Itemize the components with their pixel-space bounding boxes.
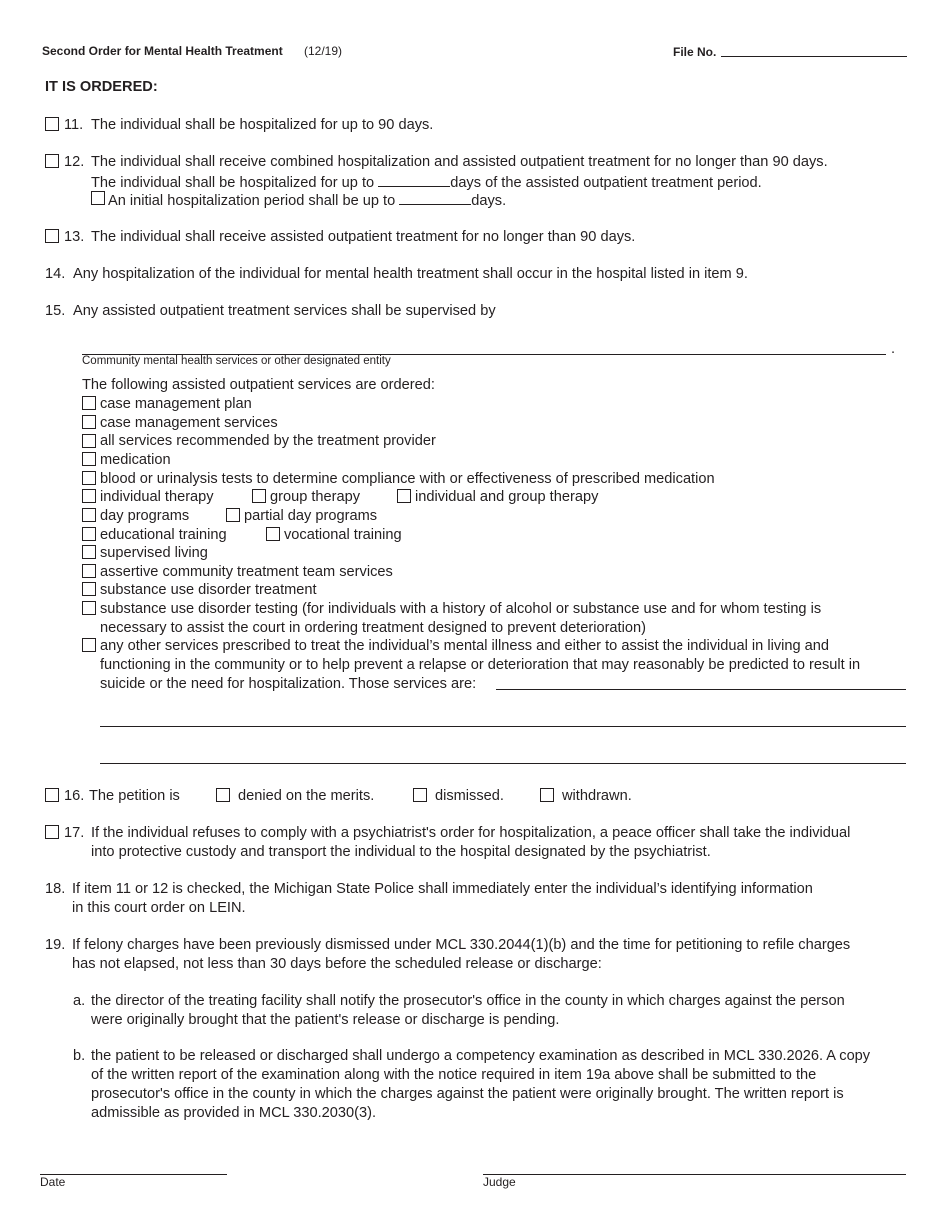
item-19b-line1: the patient to be released or discharged shall undergo a competency examination as described in MCL 330.2026. A copy (91, 1048, 871, 1064)
item-13-checkbox[interactable] (45, 229, 59, 243)
withdrawn-checkbox[interactable] (540, 788, 554, 802)
service-label: educational training (100, 527, 227, 543)
dismissed-checkbox[interactable] (413, 788, 427, 802)
substance-treatment-checkbox[interactable] (82, 582, 96, 596)
item-15-text: Any assisted outpatient treatment services shall be supervised by (73, 303, 496, 319)
form-code: (12/19) (304, 44, 343, 58)
item-13-number: 13. (64, 229, 85, 245)
service-label: group therapy (270, 489, 361, 505)
item-15-number: 15. (45, 303, 66, 319)
service-label: supervised living (100, 545, 208, 561)
entity-period: . (891, 341, 896, 357)
item-19b-line4: admissible as provided in MCL 330.2030(3). (91, 1105, 376, 1121)
item-13-text: The individual shall receive assisted outpatient treatment for no longer than 90 days. (91, 229, 636, 245)
withdrawn-label: withdrawn. (562, 788, 632, 804)
service-label: assertive community treatment team services (100, 564, 393, 580)
service-label: vocational training (284, 527, 402, 543)
service-label: individual and group therapy (415, 489, 599, 505)
service-label: partial day programs (244, 508, 378, 524)
judge-label: Judge (483, 1175, 516, 1189)
other-services-field-3[interactable] (100, 763, 906, 764)
individual-group-therapy-checkbox[interactable] (397, 489, 411, 503)
other-services-field-2[interactable] (100, 726, 906, 727)
other-services-checkbox[interactable] (82, 638, 96, 652)
item-11-number: 11. (64, 117, 84, 133)
day-programs-checkbox[interactable] (82, 508, 96, 522)
judge-signature-field[interactable] (483, 1174, 906, 1175)
service-label: day programs (100, 508, 190, 524)
denied-checkbox[interactable] (216, 788, 230, 802)
item-19-line1: If felony charges have been previously dismissed under MCL 330.2044(1)(b) and the time for petitioning to refile charges (72, 937, 851, 953)
item-16-text: The petition is (89, 788, 180, 804)
file-no-label: File No. (673, 45, 717, 59)
item-12-checkbox[interactable] (45, 154, 59, 168)
partial-day-programs-checkbox[interactable] (226, 508, 240, 522)
item-19a-line1: the director of the treating facility shall notify the prosecutor's office in the county in which charges against the person (91, 993, 845, 1009)
service-label: substance use disorder testing (for individuals with a history of alcohol or substance use and for whom testing is (100, 601, 822, 617)
service-label: any other services prescribed to treat the individual’s mental illness and either to assist the individual in living and (100, 638, 830, 654)
service-label: necessary to assist the court in ordering treatment designed to prevent deterioration) (100, 620, 646, 636)
case-management-plan-checkbox[interactable] (82, 396, 96, 410)
case-management-services-checkbox[interactable] (82, 415, 96, 429)
item-12-number: 12. (64, 154, 85, 170)
service-label: blood or urinalysis tests to determine compliance with or effectiveness of prescribed medication (100, 471, 715, 487)
service-label: individual therapy (100, 489, 214, 505)
item-19a-label: a. (73, 993, 86, 1009)
vocational-training-checkbox[interactable] (266, 527, 280, 541)
denied-label: denied on the merits. (238, 788, 375, 804)
item-17-number: 17. (64, 825, 85, 841)
service-label: case management services (100, 415, 278, 431)
supervised-living-checkbox[interactable] (82, 545, 96, 559)
item-19-number: 19. (45, 937, 66, 953)
item-11-text: The individual shall be hospitalized for up to 90 days. (91, 117, 434, 133)
individual-therapy-checkbox[interactable] (82, 489, 96, 503)
date-field[interactable] (40, 1174, 227, 1175)
other-services-field[interactable] (496, 689, 906, 690)
hospitalization-days-field[interactable] (378, 172, 450, 187)
substance-testing-checkbox[interactable] (82, 601, 96, 615)
initial-hospitalization-checkbox[interactable] (91, 191, 105, 205)
item-19b-line2: of the written report of the examination along with the notice required in item 19a above shall be submitted to the (91, 1067, 817, 1083)
all-services-checkbox[interactable] (82, 434, 96, 448)
educational-training-checkbox[interactable] (82, 527, 96, 541)
entity-label: Community mental health services or other designated entity (82, 355, 391, 367)
initial-period-days-field[interactable] (399, 190, 471, 205)
blood-urinalysis-checkbox[interactable] (82, 471, 96, 485)
date-label: Date (40, 1175, 66, 1189)
item-19b-label: b. (73, 1048, 86, 1064)
dismissed-label: dismissed. (435, 788, 504, 804)
service-label: case management plan (100, 396, 252, 412)
item-12-line1: The individual shall receive combined hospitalization and assisted outpatient treatment for no longer than 90 days. (91, 154, 828, 170)
service-label: substance use disorder treatment (100, 582, 317, 598)
medication-checkbox[interactable] (82, 452, 96, 466)
item-18-number: 18. (45, 881, 66, 897)
service-label: medication (100, 452, 171, 468)
item-14-text: Any hospitalization of the individual for mental health treatment shall occur in the hospital listed in item 9. (73, 266, 748, 282)
ordered-heading: IT IS ORDERED: (45, 79, 158, 95)
item-12-line3: An initial hospitalization period shall be up to days. (108, 190, 506, 211)
assertive-community-checkbox[interactable] (82, 564, 96, 578)
group-therapy-checkbox[interactable] (252, 489, 266, 503)
item-16-number: 16. (64, 788, 85, 804)
services-intro: The following assisted outpatient services are ordered: (82, 377, 435, 393)
item-17-line1: If the individual refuses to comply with a psychiatrist's order for hospitalization, a peace officer shall take the individual (91, 825, 851, 841)
item-17-line2: into protective custody and transport the individual to the hospital designated by the psychiatrist. (91, 844, 711, 860)
service-label: suicide or the need for hospitalization. Those services are: (100, 676, 477, 692)
service-label: functioning in the community or to help prevent a relapse or deterioration that may reasonably be predicted to result in (100, 657, 861, 673)
file-no-field[interactable] (721, 56, 907, 57)
item-19b-line3: prosecutor's office in the county in which the charges against the patient were originally brought. The written report is (91, 1086, 844, 1102)
service-label: all services recommended by the treatment provider (100, 433, 436, 449)
item-19a-line2: were originally brought that the patient's release or discharge is pending. (91, 1012, 560, 1028)
form-title: Second Order for Mental Health Treatment (42, 44, 283, 58)
item-19-line2: has not elapsed, not less than 30 days before the scheduled release or discharge: (72, 956, 602, 972)
item-18-line1: If item 11 or 12 is checked, the Michigan State Police shall immediately enter the individual’s identifying information (72, 881, 813, 897)
item-17-checkbox[interactable] (45, 825, 59, 839)
item-14-number: 14. (45, 266, 66, 282)
item-16-checkbox[interactable] (45, 788, 59, 802)
item-12-line2: The individual shall be hospitalized for up to days of the assisted outpatient treatment period. (91, 172, 762, 193)
item-18-line2: in this court order on LEIN. (72, 900, 246, 916)
item-11-checkbox[interactable] (45, 117, 59, 131)
